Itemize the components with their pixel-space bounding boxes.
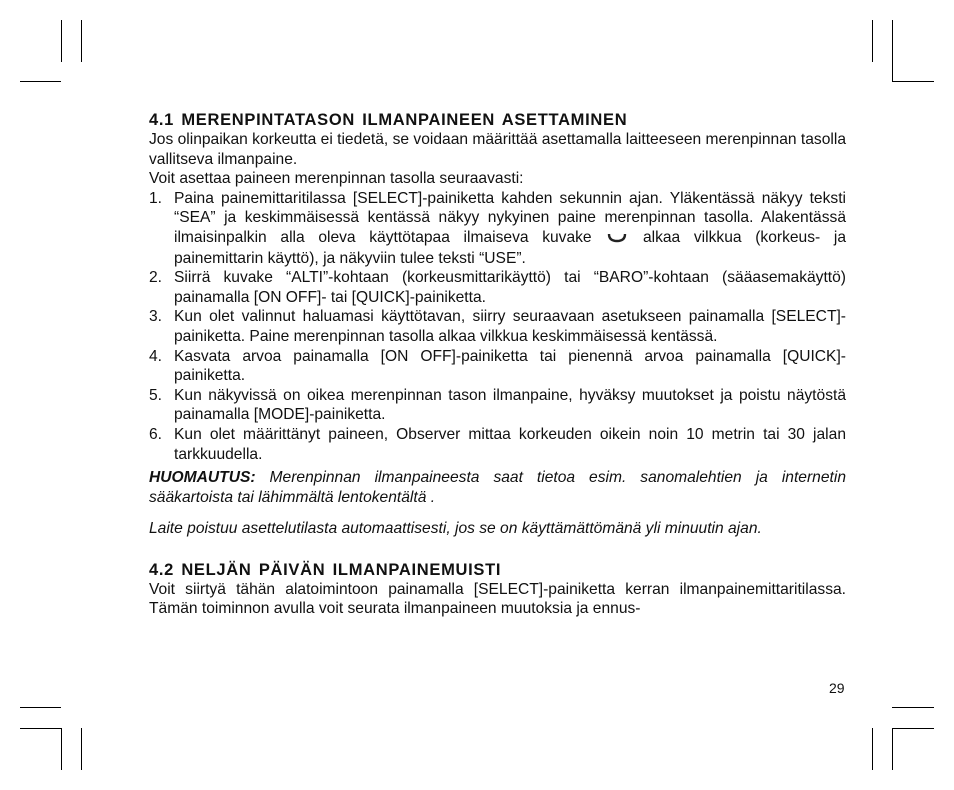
intro-paragraph: Jos olinpaikan korkeutta ei tiedetä, se voidaan määrittää asettamalla laitteeseen merenpinnan tasolla vallitseva ilmanpaine.	[149, 131, 846, 168]
step-number: 4.	[149, 347, 163, 365]
spacer	[149, 507, 846, 519]
list-item	[149, 425, 846, 464]
crop-mark	[81, 20, 82, 62]
list-item	[149, 307, 846, 346]
crop-mark	[872, 728, 873, 770]
crop-mark	[20, 707, 61, 708]
crop-mark	[20, 81, 61, 82]
step-number: 1.	[149, 189, 163, 207]
crop-mark	[892, 728, 893, 770]
crop-mark	[892, 81, 934, 82]
note-paragraph	[149, 468, 846, 507]
list-item	[149, 386, 846, 425]
list-item	[149, 268, 846, 307]
page-number: 29	[829, 680, 845, 696]
step-text: Paina painemittaritilassa [SELECT]-painiketta kahden sekunnin ajan. Yläkentässä näkyy teksti “SEA” ja keskimmäisessä kentässä näkyy nykyinen paine merenpinnan tasolla. Alakentässä ilmaisinpalkin alla oleva käyttötapaa ilmaiseva kuvake	[174, 189, 846, 246]
crop-mark	[20, 728, 61, 729]
step-text: alkaa vilkkua (korkeus- ja painemittarin käyttö), ja näkyviin tulee teksti “USE”.	[174, 228, 846, 267]
note-label: HUOMAUTUS:	[149, 469, 256, 487]
step-text: Kun olet määrittänyt paineen, Observer mittaa korkeuden oikein noin 10 metrin tai 30 jalan tarkkuudella.	[174, 425, 846, 463]
step-text: Kun olet valinnut haluamasi käyttötavan, siirry seuraavaan asetukseen painamalla [SELECT]-painiketta. Paine merenpinnan tasolla alkaa vilkkua keskimmäisessä kentässä.	[174, 308, 846, 345]
auto-exit-note: Laite poistuu asettelutilasta automaattisesti, jos se on käyttämättömänä yli minuutin ajan.	[149, 520, 762, 538]
step-text: Siirrä kuvake “ALTI”-kohtaan (korkeusmittarikäyttö) tai “BARO”-kohtaan (sääasemakäyttö) painamalla [ON OFF]- tai [QUICK]-painiketta.	[174, 269, 846, 306]
crop-mark	[892, 707, 934, 708]
step-text: Kun näkyvissä on oikea merenpinnan tason ilmanpaine, hyväksy muutokset ja poistu näytöstä painamalla [MODE]-painiketta.	[174, 386, 846, 424]
steps-list	[149, 189, 846, 464]
intro-line: Voit asettaa paineen merenpinnan tasolla seuraavasti:	[149, 170, 524, 188]
crop-mark	[61, 20, 62, 62]
step-number: 5.	[149, 386, 163, 404]
section-heading-4-1: 4.1 MERENPINTATASON ILMANPAINEEN ASETTAMINEN	[149, 111, 628, 129]
crop-mark	[872, 20, 873, 62]
section-heading-4-2: 4.2 NELJÄN PÄIVÄN ILMANPAINEMUISTI	[149, 560, 502, 579]
section-2-paragraph: Voit siirtyä tähän alatoimintoon painamalla [SELECT]-painiketta kerran ilmanpainemittaritilassa. Tämän toiminnon avulla voit seurata ilmanpaineen muutoksia ja ennus-	[149, 580, 846, 618]
step-text: Kasvata arvoa painamalla [ON OFF]-painiketta tai pienennä arvoa painamalla [QUICK]-painiketta.	[174, 347, 846, 385]
list-item	[149, 189, 846, 268]
crop-mark	[892, 20, 893, 82]
step-number: 6.	[149, 425, 163, 443]
spacer	[149, 539, 846, 560]
step-number: 2.	[149, 269, 163, 287]
list-item	[149, 347, 846, 386]
manual-page	[149, 110, 846, 619]
crop-mark	[61, 728, 62, 770]
mode-indicator-icon	[607, 229, 627, 249]
crop-mark	[81, 728, 82, 770]
note-text: Merenpinnan ilmanpaineesta saat tietoa esim. sanomalehtien ja internetin sääkartoista tai lähimmältä lentokentältä .	[149, 469, 846, 506]
crop-mark	[892, 728, 934, 729]
step-number: 3.	[149, 308, 163, 326]
